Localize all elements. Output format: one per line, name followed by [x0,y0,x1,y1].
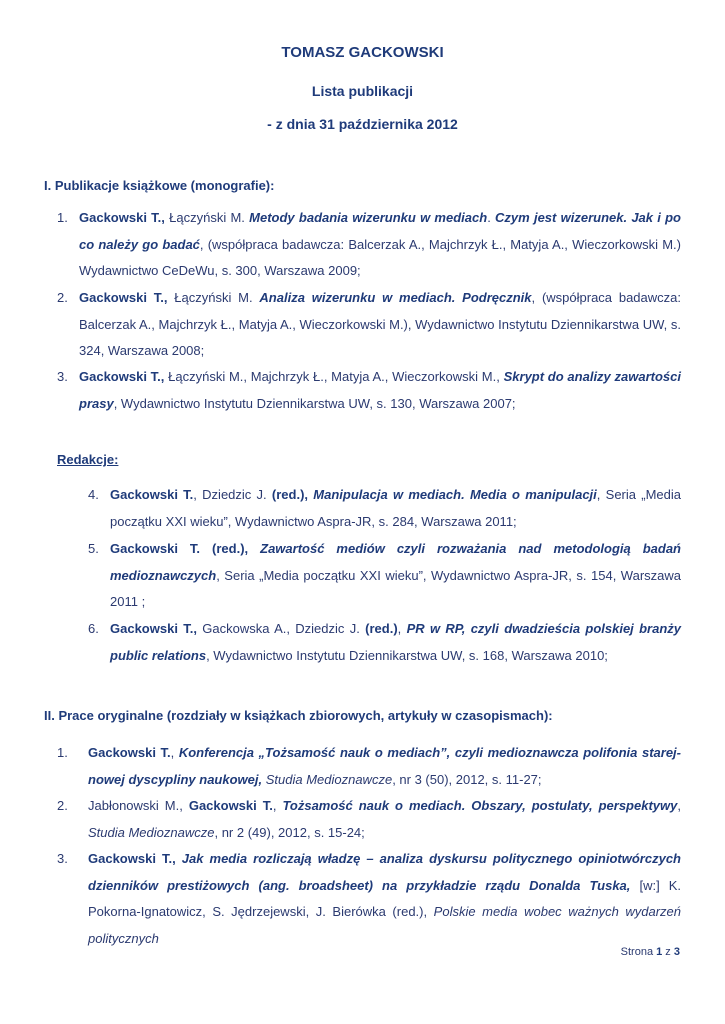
separator: , [170,745,179,760]
publication-title: Tożsamość nauk o mediach. Obszary, postulaty, perspektywy [282,798,678,813]
document-date: - z dnia 31 października 2012 [267,116,458,132]
publication-title: Konferencja „Tożsamość nauk o mediach”, czyli medioznawcza polifonia starej-nowej dyscypliny naukowej, [88,745,681,787]
current-page: 1 [656,946,663,958]
coauthors: Łączyński M. [167,290,260,305]
publication-item [79,205,681,285]
separator: , [272,798,283,813]
list-number: 3. [57,851,68,866]
editor-marker: (red.), [271,487,309,502]
author-name: Gackowski T. [88,745,171,760]
page-label: Strona [620,946,657,958]
author-heading: TOMASZ GACKOWSKI [281,44,444,61]
publication-title: Skrypt do analizy zawartości prasy [79,369,681,411]
publication-details: , Wydawnictwo Instytutu Dziennikarstwa UW, s. 168, Warszawa 2010; [206,647,608,663]
publication-item [79,364,681,417]
list-number: 1. [57,210,68,225]
author-name: Gackowski T., [79,290,168,305]
publication-item [88,793,681,846]
publication-title: Analiza wizerunku w mediach. Podręcznik [259,290,532,305]
list-number: 2. [57,290,68,305]
author-name: Gackowski T. [188,798,273,813]
separator: , [677,798,681,813]
page-of-label: z [662,946,674,958]
publication-item [110,536,681,616]
section-heading-monographs: I. Publikacje książkowe (monografie): [44,178,275,193]
list-number: 5. [88,541,99,556]
publication-item [110,616,681,669]
publication-subtitle: Czym jest wizerunek. Jak i po co należy go badać [79,210,681,252]
book-title: Polskie media wobec ważnych wydarzeń politycznych [88,904,681,946]
journal-name: Studia Medioznawcze [88,824,215,840]
section-heading-original-works: II. Prace oryginalne (rozdziały w książkach zbiorowych, artykuły w czasopismach): [44,708,553,723]
publication-details: , nr 2 (49), 2012, s. 15-24; [214,824,365,840]
publication-item [110,482,681,535]
publication-title: PR w RP, czyli dwadzieścia polskiej branży public relations [110,621,682,663]
author-name: Gackowski T., [79,369,165,384]
publication-title: Jak media rozliczają władzę – analiza dyskursu politycznego opiniotwórczych dzienników prestiżowych (ang. broadsheet) na przykładzie rządu Donalda Tuska, [88,851,681,893]
document-title: Lista publikacji [311,83,414,99]
redakcje-heading: Redakcje: [57,452,119,467]
coauthors: Łączyński M. [164,210,250,225]
publication-title: Metody badania wizerunku w mediach [249,210,488,225]
publication-details: [w:] K. Pokorna-Ignatowicz, S. Jędrzejewski, J. Bierówka (red.), [88,877,682,919]
publication-title: Zawartość mediów czyli rozważania nad metodologią badań medioznawczych [110,541,681,583]
coauthors: Gackowska A., Dziedzic J. [196,621,366,636]
list-number: 6. [88,621,99,636]
coauthors: Jabłonowski M., [88,798,189,813]
total-pages: 3 [673,946,680,958]
publication-details: , Seria „Media początku XXI wieku”, Wydawnictwo Aspra-JR, s. 154, Warszawa 2011 ; [110,567,681,609]
publication-details: , (współpraca badawcza: Balcerzak A., Majchrzyk Ł., Matyja A., Wieczorkowski M.), Wydawnictwo Instytutu Dziennikarstwa UW, s. 324, Warszawa 2008; [79,290,681,358]
publication-details: , Seria „Media początku XXI wieku”, Wydawnictwo Aspra-JR, s. 284, Warszawa 2011; [110,487,681,529]
coauthors: , Dziedzic J. [193,487,272,502]
list-number: 2. [57,798,68,813]
author-name: Gackowski T. [110,487,194,502]
publication-details: , nr 3 (50), 2012, s. 11-27; [392,771,542,787]
list-number: 1. [57,745,68,760]
separator: , [397,621,407,636]
publication-item [79,285,681,365]
publication-item [88,740,681,793]
author-name: Gackowski T., [88,851,176,866]
author-name: Gackowski T., [79,210,165,225]
list-number: 4. [88,487,99,502]
list-number: 3. [57,369,68,384]
coauthors: Łączyński M., Majchrzyk Ł., Matyja A., Wieczorkowski M., [164,369,504,384]
publication-details: , (współpraca badawcza: Balcerzak A., Majchrzyk Ł., Matyja A., Wieczorkowski M.) Wydawnictwo CeDeWu, s. 300, Warszawa 2009; [79,236,682,278]
page-number-footer [621,946,680,958]
publication-item [88,846,681,952]
author-name: Gackowski T. (red.), [110,541,249,556]
author-name: Gackowski T., [110,621,197,636]
publication-details: , Wydawnictwo Instytutu Dziennikarstwa UW, s. 130, Warszawa 2007; [113,395,516,411]
separator: . [487,210,496,225]
publication-title: Manipulacja w mediach. Media o manipulacji [308,487,597,502]
coauthors [248,541,260,556]
journal-name: Studia Medioznawcze [262,771,393,787]
editor-marker: (red.) [365,621,398,636]
